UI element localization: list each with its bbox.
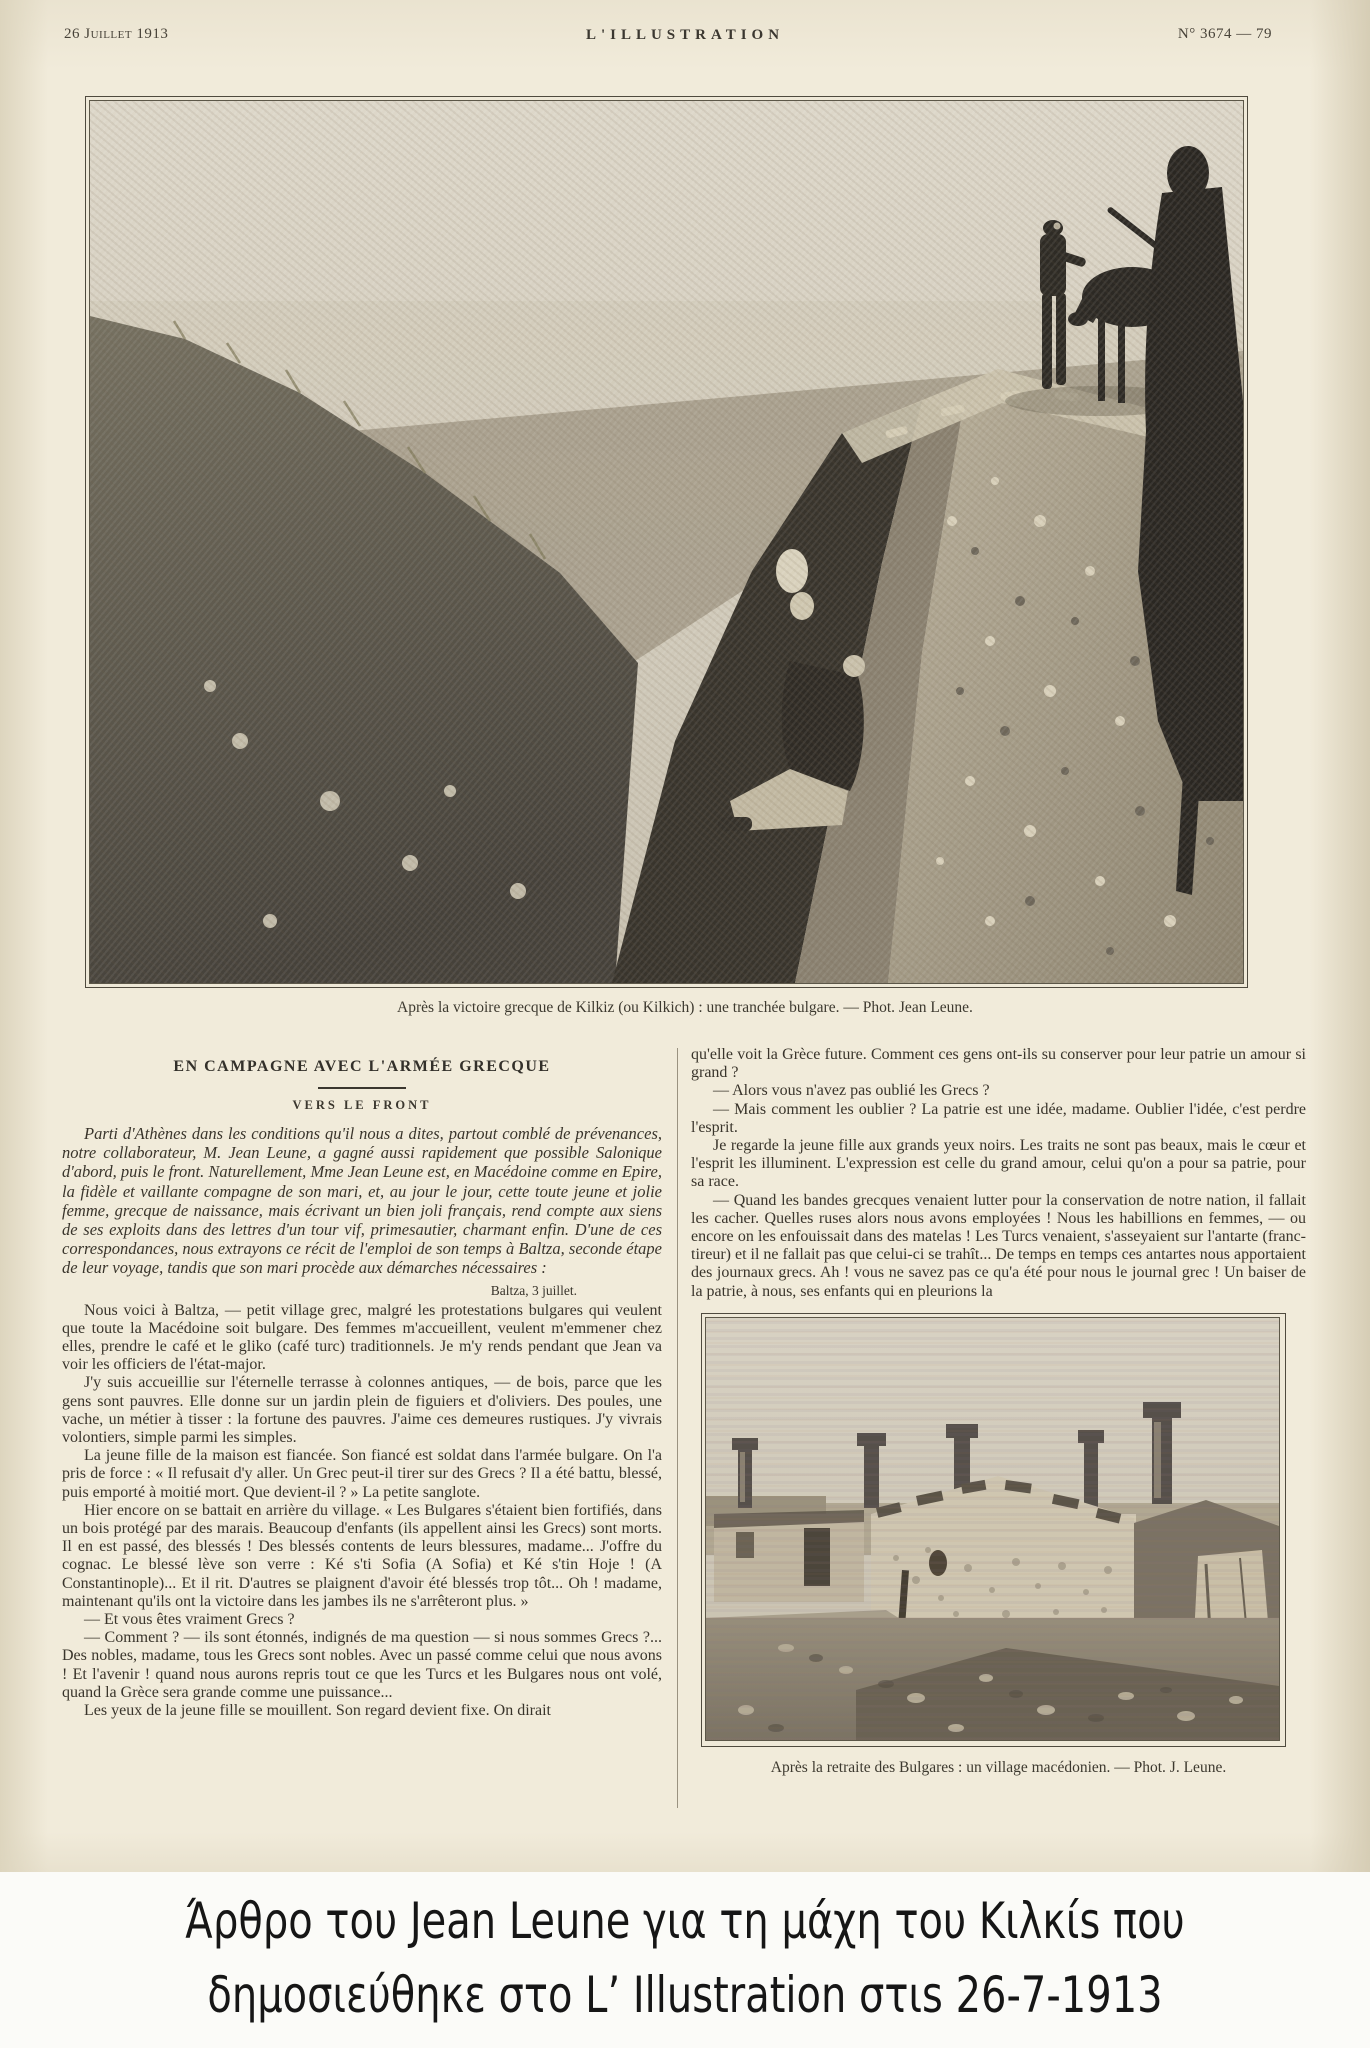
trench-photo-caption: Après la victoire grecque de Kilkiz (ou Kilkich) : une tranchée bulgare. — Phot. Jean Leune. [397, 999, 973, 1016]
village-photo-caption: Après la retraite des Bulgares : un village macédonien. — Phot. J. Leune. [770, 1758, 1227, 1776]
article-intro: Parti d'Athènes dans les conditions qu'il nous a dites, partout comblé de prévenances, notre collaborateur, M. Jean Leune, a gagné aussi rapidement que possible Salonique d'abord, puis le front. Naturellement, Mme Jean Leune est, en Macédoine comme en Epire, la fidèle et vaillante compagne de son mari, et, au jour le jour, cette toute jeune et jolie femme, grecque de naissance, mais écrivant un bien joli français, rend compte aux siens de ses exploits dans des lettres d'un tour vif, primesautier, charmant enfin. D'une de ces correspondances, nous extrayons ce récit de l'emploi de son temps à Baltza, seconde étape de leur voyage, tandis que son mari procède aux démarches nécessaires : [62, 1124, 662, 1278]
paragraph: qu'elle voit la Grèce future. Comment ces gens ont-ils su conserver pour leur patrie un amour si grand ? [691, 1046, 1306, 1082]
paragraph: — Comment ? — ils sont étonnés, indignés de ma question — si nous sommes Grecs ?... Des nobles, madame, tous les Grecs sont nobles. Avec un passé comme celui que nous avons ! Et l'avenir ! quand nous aurons repris tout ce que les Turcs et les Bulgares nous ont volé, quand la Grèce sera grande comme une puissance... [62, 1629, 662, 1701]
village-photo-illustration [706, 1318, 1279, 1740]
paragraph: — Et vous êtes vraiment Grecs ? [84, 1611, 295, 1629]
footer-line-1: Άρθρο του Jean Leune για τη μάχη του Κιλκίs που [185, 1892, 1185, 1950]
paragraph: J'y suis accueillie sur l'éternelle terrasse à colonnes antiques, — de bois, parce que les gens sont pauvres. Elle donne sur un jardin plein de figuiers et d'oliviers. Des poules, une vache, un métier à tisser : la fortune des pauvres. J'aime ces demeures rustiques. J'y vivrais volontiers, simple parmi les simples. [62, 1374, 662, 1447]
masthead-date: 26 Juillet 1913 [64, 26, 169, 42]
article-column-right [691, 1046, 1306, 1777]
paragraph: Nous voici à Baltza, — petit village grec, malgré les protestations bulgares qui veulent que toute la Macédoine soit bulgare. Des femmes m'accueillent, veulent m'emmener chez elles, prendre le café et le gliko (café turc) traditionnels. Je m'y rends pendant que Jean va voir les officiers de l'état-major. [62, 1301, 662, 1374]
article-subheading: VERS LE FRONT [292, 1098, 432, 1112]
footer-note [0, 1872, 1370, 2048]
column-divider [677, 1048, 678, 1808]
paragraph: — Mais comment les oublier ? La patrie est une idée, madame. Oublier l'idée, c'est perdre l'esprit. [691, 1100, 1306, 1136]
trench-photo-illustration [90, 101, 1243, 983]
masthead-issue: N° 3674 — 79 [1177, 26, 1272, 42]
paragraph: La jeune fille de la maison est fiancée. Son fiancé est soldat dans l'armée bulgare. On l'a pris de force : « Il refusait d'y aller. Un Grec peut-il tirer sur des Grecs ? Il a été battu, blessé, puis emporté à moitié mort. Que devient-il ? » La petite sanglote. [62, 1447, 662, 1501]
village-photo [701, 1313, 1286, 1747]
trench-photo [85, 96, 1248, 988]
article-column-left [62, 1042, 662, 1720]
article-heading: EN CAMPAGNE AVEC L'ARMÉE GRECQUE [173, 1058, 551, 1075]
article-dateline: Baltza, 3 juillet. [490, 1282, 577, 1298]
paragraph: Les yeux de la jeune fille se mouillent. Son regard devient fixe. On dirait [84, 1702, 551, 1720]
paragraph: Hier encore on se battait en arrière du village. « Les Bulgares s'étaient bien fortifiés, dans un bois protégé par des marais. Beaucoup d'enfants (ils appellent ainsi les Grecs) sont morts. Il en est passé, des blessés ! Des blessés contents de leurs blessures, madame... J'offre du cognac. Le blessé lève son verre : Ké s'ti Sofia (A Sofia) et Ké s'tin Hoje ! (A Constantinople)... Et il rit. D'autres se plaignent d'avoir été blessés trop tôt... Oh ! madame, maintenant qu'ils ont la victoire dans les jambes ils ne s'arrêteront plus. » [62, 1501, 662, 1610]
paragraph: — Quand les bandes grecques venaient lutter pour la conservation de notre nation, il fallait les cacher. Quelles ruses alors nous avons employées ! Nous les habillions en femmes, — ou encore on les enfouissait dans des matelas ! Les Turcs venaient, s'asseyaient sur l'antarte (franc-tireur) et il ne fallait pas que celui-ci se trahît... De temps en temps ces antartes nous apportaient des journaux grecs. Ah ! vous ne savez pas ce qu'a été pour nous le journal grec ! Un baiser de la patrie, à nous, ses enfants qui en pleurions la [691, 1191, 1306, 1300]
masthead-title: L'ILLUSTRATION [585, 27, 785, 43]
footer-line-2: δημοσιεύθηκε στο L’ Illustration στιs 26-7-1913 [207, 1966, 1163, 2024]
heading-rule [318, 1087, 406, 1089]
paragraph: Je regarde la jeune fille aux grands yeux noirs. Les traits ne sont pas beaux, mais le cœur et l'esprit les illuminent. L'expression est celle du grand amour, celui qu'on a pour sa patrie, pour sa race. [691, 1137, 1306, 1191]
paragraph: — Alors vous n'avez pas oublié les Grecs ? [713, 1082, 990, 1100]
